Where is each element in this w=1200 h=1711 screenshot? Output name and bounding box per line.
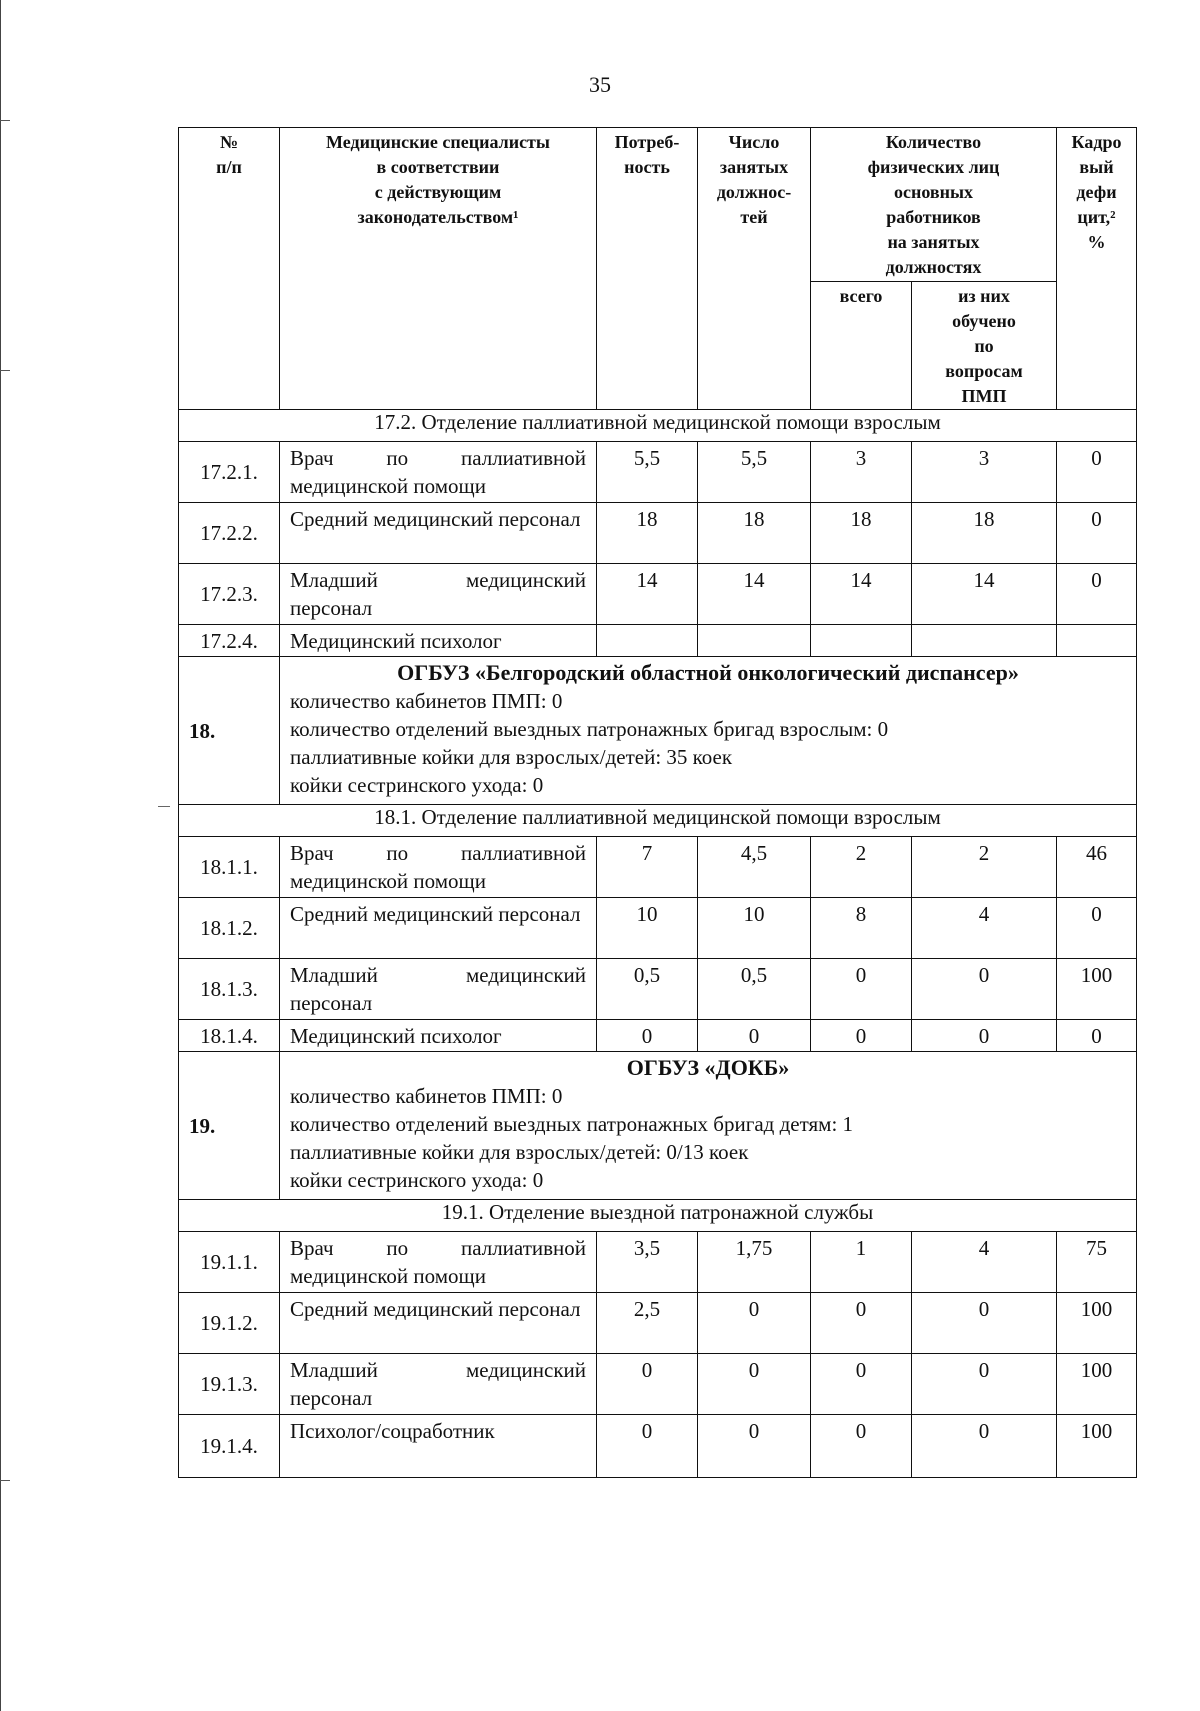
row-need: 7 <box>597 837 698 898</box>
row-deficit: 100 <box>1057 1293 1137 1354</box>
row-trained: 0 <box>912 1020 1057 1052</box>
row-code: 19.1.2. <box>179 1293 280 1354</box>
table-row <box>179 442 1137 503</box>
row-total: 0 <box>811 1415 912 1478</box>
header-deficit: Кадро вый дефи цит,² % <box>1057 128 1137 410</box>
row-positions: 0 <box>698 1293 811 1354</box>
row-specialist-name: Младший медицинский персонал <box>280 959 597 1020</box>
row-positions <box>698 625 811 657</box>
organization-detail: количество отделений выездных патронажных бригад детям: 1 <box>290 1112 854 1136</box>
row-positions: 4,5 <box>698 837 811 898</box>
row-code: 19.1.4. <box>179 1415 280 1478</box>
organization-detail: паллиативные койки для взрослых/детей: 35 коек <box>290 745 733 769</box>
row-total: 1 <box>811 1232 912 1293</box>
row-specialist-name: Психолог/соцработник <box>280 1415 597 1478</box>
header-row <box>179 128 1137 282</box>
page-number: 35 <box>589 72 611 97</box>
row-deficit: 0 <box>1057 564 1137 625</box>
section-title: 19.1. Отделение выездной патронажной службы <box>179 1200 1137 1232</box>
row-deficit: 46 <box>1057 837 1137 898</box>
organization-row <box>179 1052 1137 1200</box>
header-positions: Число занятых должнос- тей <box>698 128 811 410</box>
row-trained: 0 <box>912 959 1057 1020</box>
row-positions: 10 <box>698 898 811 959</box>
scan-mark <box>0 1480 10 1481</box>
table-row <box>179 1020 1137 1052</box>
row-specialist-name: Средний медицинский персонал <box>280 1293 597 1354</box>
organization-detail: койки сестринского ухода: 0 <box>290 773 544 797</box>
row-total: 14 <box>811 564 912 625</box>
row-trained <box>912 625 1057 657</box>
row-deficit: 100 <box>1057 1354 1137 1415</box>
row-specialist-name: Врач по паллиативной медицинской помощи <box>280 1232 597 1293</box>
scan-mark <box>0 120 10 121</box>
table-row <box>179 959 1137 1020</box>
row-code: 19.1.1. <box>179 1232 280 1293</box>
organization-name: ОГБУЗ «ДОКБ» <box>626 1055 790 1080</box>
row-code: 17.2.4. <box>179 625 280 657</box>
row-positions: 18 <box>698 503 811 564</box>
section-title: 17.2. Отделение паллиативной медицинской помощи взрослым <box>179 410 1137 442</box>
section-title-row <box>179 410 1137 442</box>
scan-mark <box>158 806 170 807</box>
organization-info <box>280 1052 1137 1200</box>
organization-name: ОГБУЗ «Белгородский областной онкологический диспансер» <box>397 660 1019 685</box>
table-row <box>179 898 1137 959</box>
table-row <box>179 503 1137 564</box>
row-need: 0 <box>597 1020 698 1052</box>
organization-detail: паллиативные койки для взрослых/детей: 0/13 коек <box>290 1140 749 1164</box>
row-code: 17.2.3. <box>179 564 280 625</box>
table-row <box>179 1232 1137 1293</box>
row-specialist-name: Медицинский психолог <box>280 625 597 657</box>
row-need: 10 <box>597 898 698 959</box>
row-specialist-name: Младший медицинский персонал <box>280 1354 597 1415</box>
row-code: 18.1.2. <box>179 898 280 959</box>
row-deficit: 0 <box>1057 442 1137 503</box>
section-title-row <box>179 1200 1137 1232</box>
table-row <box>179 564 1137 625</box>
row-specialist-name: Медицинский психолог <box>280 1020 597 1052</box>
section-title-row <box>179 805 1137 837</box>
header-need: Потреб- ность <box>597 128 698 410</box>
row-need: 2,5 <box>597 1293 698 1354</box>
table-row <box>179 625 1137 657</box>
table-row <box>179 1293 1137 1354</box>
row-trained: 18 <box>912 503 1057 564</box>
table-row <box>179 1415 1137 1478</box>
row-need: 0,5 <box>597 959 698 1020</box>
row-code: 18.1.1. <box>179 837 280 898</box>
organization-detail: количество кабинетов ПМП: 0 <box>290 1084 563 1108</box>
row-code: 18.1.4. <box>179 1020 280 1052</box>
row-deficit: 0 <box>1057 503 1137 564</box>
row-need: 3,5 <box>597 1232 698 1293</box>
row-trained: 0 <box>912 1293 1057 1354</box>
row-code: 19.1.3. <box>179 1354 280 1415</box>
section-title: 18.1. Отделение паллиативной медицинской помощи взрослым <box>179 805 1137 837</box>
row-deficit: 75 <box>1057 1232 1137 1293</box>
row-specialist-name: Средний медицинский персонал <box>280 503 597 564</box>
row-total <box>811 625 912 657</box>
row-specialist-name: Младший медицинский персонал <box>280 564 597 625</box>
header-trained: из них обучено по вопросам ПМП <box>912 282 1057 410</box>
row-trained: 0 <box>912 1415 1057 1478</box>
organization-info <box>280 657 1137 805</box>
row-deficit: 0 <box>1057 898 1137 959</box>
row-total: 3 <box>811 442 912 503</box>
row-deficit <box>1057 625 1137 657</box>
row-trained: 0 <box>912 1354 1057 1415</box>
row-need: 0 <box>597 1415 698 1478</box>
row-total: 8 <box>811 898 912 959</box>
row-trained: 4 <box>912 898 1057 959</box>
row-need: 14 <box>597 564 698 625</box>
row-total: 0 <box>811 1354 912 1415</box>
row-code: 18.1.3. <box>179 959 280 1020</box>
row-total: 2 <box>811 837 912 898</box>
row-trained: 4 <box>912 1232 1057 1293</box>
row-specialist-name: Врач по паллиативной медицинской помощи <box>280 442 597 503</box>
organization-detail: количество кабинетов ПМП: 0 <box>290 689 563 713</box>
organization-row <box>179 657 1137 805</box>
table-row <box>179 837 1137 898</box>
row-positions: 14 <box>698 564 811 625</box>
header-total: всего <box>811 282 912 410</box>
row-trained: 2 <box>912 837 1057 898</box>
row-need: 5,5 <box>597 442 698 503</box>
scan-left-edge <box>0 0 1 1711</box>
row-specialist-name: Средний медицинский персонал <box>280 898 597 959</box>
header-no: № п/п <box>179 128 280 410</box>
organization-code: 18. <box>179 657 280 805</box>
row-positions: 0,5 <box>698 959 811 1020</box>
row-need: 18 <box>597 503 698 564</box>
organization-code: 19. <box>179 1052 280 1200</box>
row-positions: 1,75 <box>698 1232 811 1293</box>
row-need <box>597 625 698 657</box>
header-persons: Количество физических лиц основных работников на занятых должностях <box>811 128 1057 282</box>
row-code: 17.2.1. <box>179 442 280 503</box>
scan-mark <box>0 370 10 371</box>
row-deficit: 100 <box>1057 959 1137 1020</box>
row-positions: 0 <box>698 1020 811 1052</box>
row-trained: 14 <box>912 564 1057 625</box>
header-specialists: Медицинские специалисты в соответствии с действующим законодательством¹ <box>280 128 597 410</box>
row-need: 0 <box>597 1354 698 1415</box>
organization-detail: койки сестринского ухода: 0 <box>290 1168 544 1192</box>
row-total: 18 <box>811 503 912 564</box>
row-total: 0 <box>811 959 912 1020</box>
staffing-table <box>178 127 1137 1478</box>
organization-detail: количество отделений выездных патронажных бригад взрослым: 0 <box>290 717 889 741</box>
row-total: 0 <box>811 1293 912 1354</box>
row-positions: 5,5 <box>698 442 811 503</box>
row-total: 0 <box>811 1020 912 1052</box>
table-row <box>179 1354 1137 1415</box>
row-code: 17.2.2. <box>179 503 280 564</box>
row-deficit: 0 <box>1057 1020 1137 1052</box>
row-deficit: 100 <box>1057 1415 1137 1478</box>
row-positions: 0 <box>698 1354 811 1415</box>
row-trained: 3 <box>912 442 1057 503</box>
row-specialist-name: Врач по паллиативной медицинской помощи <box>280 837 597 898</box>
row-positions: 0 <box>698 1415 811 1478</box>
